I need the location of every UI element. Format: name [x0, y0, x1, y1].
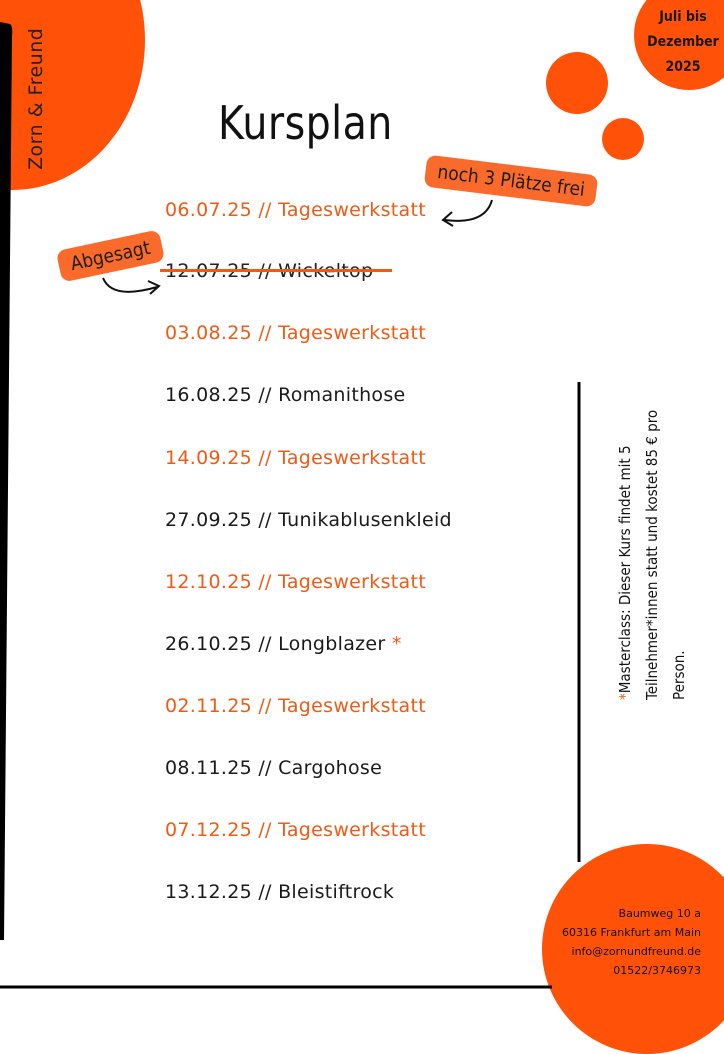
masterclass-marker: * — [391, 633, 402, 655]
strikethrough-line — [160, 269, 392, 272]
course-item: 06.07.25 // Tageswerkstatt — [165, 199, 426, 221]
page-title: Kursplan — [218, 96, 393, 150]
course-item: 16.08.25 // Romanithose — [165, 384, 406, 406]
masterclass-note — [612, 360, 693, 700]
course-item: 02.11.25 // Tageswerkstatt — [165, 695, 426, 717]
cancelled-tag: Abgesagt — [56, 229, 165, 282]
course-text: 26.10.25 // Longblazer — [165, 633, 386, 655]
address-street: Baumweg 10 a — [618, 907, 701, 920]
course-item-masterclass — [165, 633, 402, 655]
arrow-free-spots-head — [443, 212, 453, 226]
address-city: 60316 Frankfurt am Main — [561, 926, 701, 939]
period-line: Dezember — [647, 34, 719, 50]
masterclass-line-1 — [612, 360, 639, 700]
contact-address — [540, 904, 701, 980]
arrow-cancelled — [103, 278, 157, 292]
course-item: 08.11.25 // Cargohose — [165, 757, 383, 779]
course-item: 07.12.25 // Tageswerkstatt — [165, 819, 426, 841]
arrow-free-spots — [445, 200, 492, 221]
period-line: 2025 — [665, 59, 701, 75]
contact-phone: 01522/3746973 — [613, 964, 701, 977]
masterclass-line-2: Teilnehmer*innen statt und kostet 85 € pro Person. — [643, 409, 688, 700]
needle-line — [0, 22, 12, 940]
course-item: 13.12.25 // Bleistiftrock — [165, 881, 395, 903]
masterclass-note-marker: * — [616, 693, 634, 700]
contact-email: info@zornundfreund.de — [571, 945, 701, 958]
course-item: 03.08.25 // Tageswerkstatt — [165, 322, 426, 344]
course-item: 14.09.25 // Tageswerkstatt — [165, 447, 426, 469]
brand-name: Zorn & Freund — [25, 27, 47, 170]
course-item: 27.09.25 // Tunikablusenkleid — [165, 509, 452, 531]
masterclass-text-1: Masterclass: Dieser Kurs findet mit 5 — [616, 445, 634, 694]
free-spots-tag: noch 3 Plätze frei — [424, 155, 599, 208]
period — [640, 5, 724, 80]
period-line: Juli bis — [659, 9, 707, 25]
course-item: 12.10.25 // Tageswerkstatt — [165, 571, 426, 593]
